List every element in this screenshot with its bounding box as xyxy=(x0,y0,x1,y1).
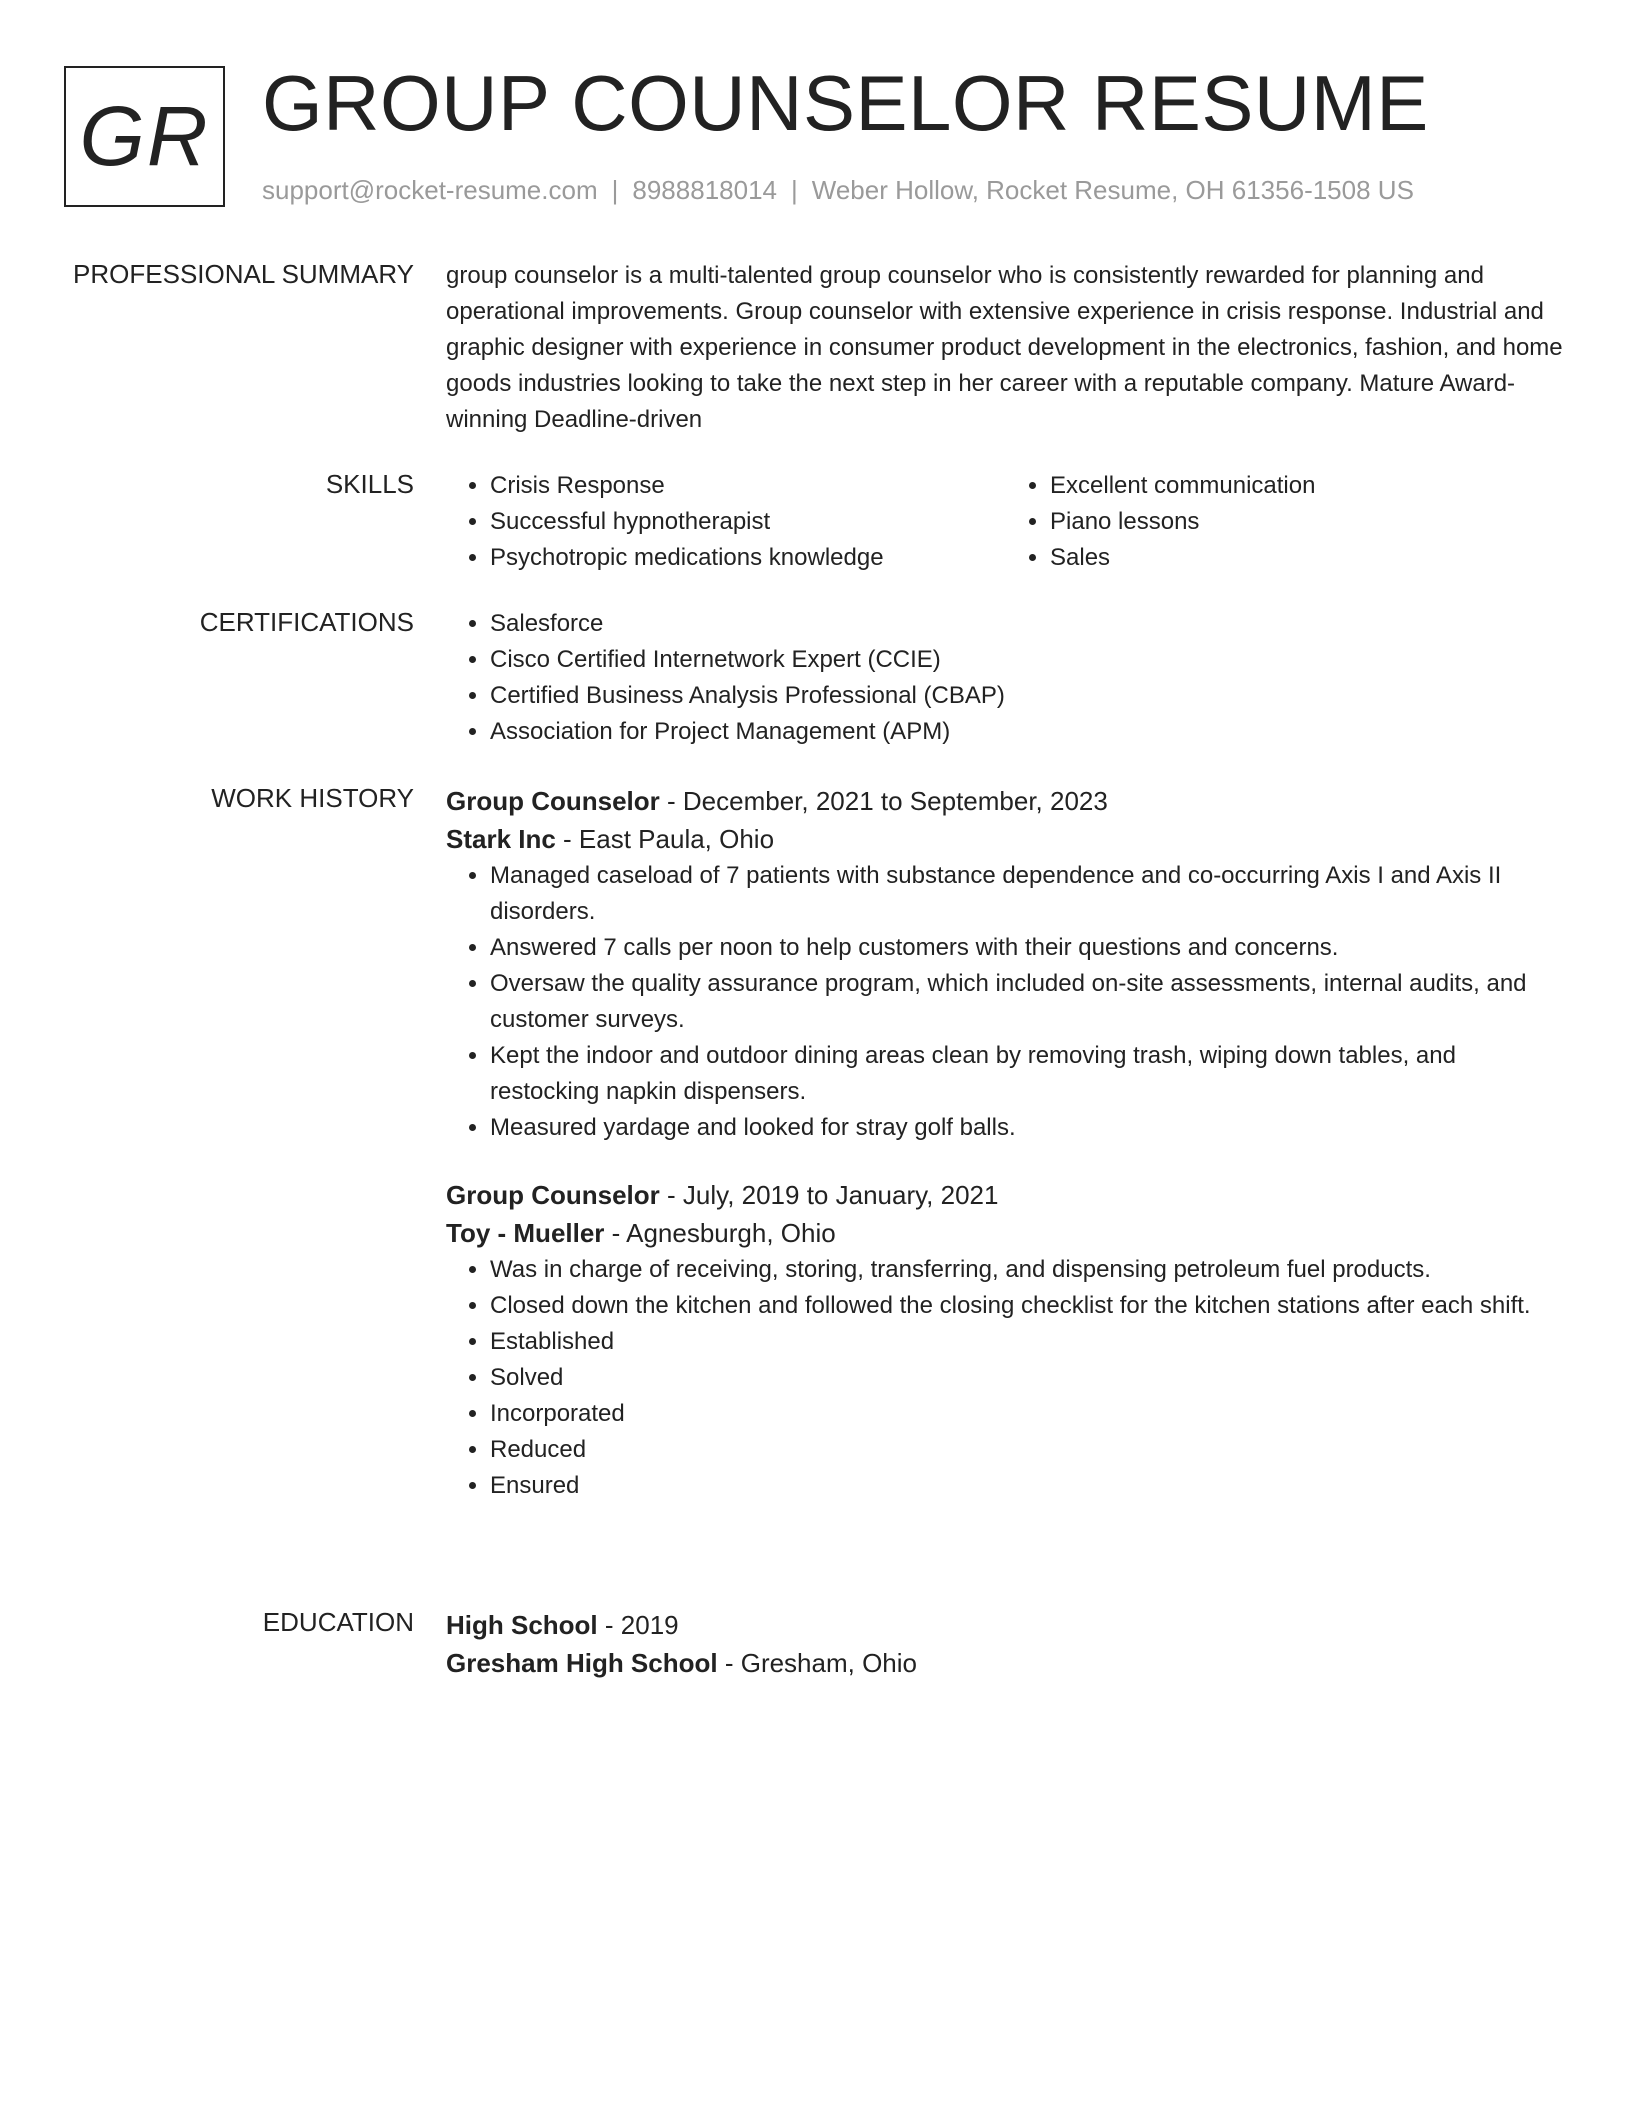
job-entry xyxy=(446,782,1566,1146)
certifications-heading: CERTIFICATIONS xyxy=(199,607,414,637)
monogram-badge: GR xyxy=(64,66,225,207)
skill-item: • Psychotropic medications knowledge xyxy=(490,540,1006,576)
skill-item: • Piano lessons xyxy=(1050,504,1566,540)
education-heading: EDUCATION xyxy=(262,1607,414,1637)
job-bullets xyxy=(446,858,1566,1146)
job-location: - East Paula, Ohio xyxy=(555,824,775,854)
job-bullet: • Oversaw the quality assurance program, which included on-site assessments, internal audits, and customer surveys. xyxy=(490,966,1566,1038)
education-year: - 2019 xyxy=(597,1610,679,1640)
contact-separator: | xyxy=(791,175,798,205)
skills-heading: SKILLS xyxy=(325,469,414,499)
job-bullet: • Was in charge of receiving, storing, transferring, and dispensing petroleum fuel products. xyxy=(490,1252,1566,1288)
job-bullet: • Reduced xyxy=(490,1432,1566,1468)
work-history-body xyxy=(446,782,1566,1504)
certification-item: • Salesforce xyxy=(490,606,1566,642)
contact-separator: | xyxy=(611,175,619,205)
education-degree-line xyxy=(446,1606,1566,1644)
job-bullet: • Managed caseload of 7 patients with substance dependence and co-occurring Axis I and Axis II disorders. xyxy=(490,858,1566,930)
job-bullet: • Answered 7 calls per noon to help customers with their questions and concerns. xyxy=(490,930,1566,966)
job-bullet: • Ensured xyxy=(490,1468,1566,1504)
education-location: - Gresham, Ohio xyxy=(717,1648,918,1678)
education-school-line xyxy=(446,1644,1566,1682)
job-bullets xyxy=(446,1252,1566,1504)
education-school: Gresham High School xyxy=(446,1648,718,1678)
job-bullet: • Closed down the kitchen and followed the closing checklist for the kitchen stations after each shift. xyxy=(490,1288,1566,1324)
skill-item: • Excellent communication xyxy=(1050,468,1566,504)
job-company-line xyxy=(446,1214,1566,1252)
job-bullet: • Kept the indoor and outdoor dining areas clean by removing trash, wiping down tables, and restocking napkin dispensers. xyxy=(490,1038,1566,1110)
job-company: Stark Inc xyxy=(446,824,556,854)
job-bullet: • Incorporated xyxy=(490,1396,1566,1432)
summary-text: group counselor is a multi-talented group counselor who is consistently rewarded for planning and operational improvements. Group counselor with extensive experience in crisis response. Industrial and graphic designer with experience in consumer product development in the electronics, fashion, and home goods industries looking to take the next step in her career with a reputable company. Mature Award-winning Deadline-driven xyxy=(446,262,1563,433)
job-title-line xyxy=(446,782,1566,820)
skills-list-left xyxy=(446,468,1006,576)
summary-body xyxy=(446,258,1566,438)
education-degree: High School xyxy=(446,1610,598,1640)
contact-address: Weber Hollow, Rocket Resume, OH 61356-1508 US xyxy=(811,175,1414,205)
job-company-line xyxy=(446,820,1566,858)
work-history-heading: WORK HISTORY xyxy=(211,783,414,813)
skill-item: • Crisis Response xyxy=(490,468,1006,504)
certifications-body xyxy=(446,606,1566,750)
skill-item: • Sales xyxy=(1050,540,1566,576)
skills-grid xyxy=(446,468,1566,576)
job-title: Group Counselor xyxy=(446,786,660,816)
contact-phone: 8988818014 xyxy=(632,175,777,205)
certification-item: • Certified Business Analysis Professional (CBAP) xyxy=(490,678,1566,714)
certifications-list xyxy=(446,606,1566,750)
contact-email: support@rocket-resume.com xyxy=(262,175,598,205)
resume-title: GROUP COUNSELOR RESUME xyxy=(262,59,1429,147)
skills-list-right xyxy=(1006,468,1566,576)
contact-line xyxy=(262,174,1414,206)
education-body xyxy=(446,1606,1566,1682)
job-bullet: • Established xyxy=(490,1324,1566,1360)
skill-item: • Successful hypnotherapist xyxy=(490,504,1006,540)
job-location: - Agnesburgh, Ohio xyxy=(604,1218,836,1248)
job-dates: - July, 2019 to January, 2021 xyxy=(659,1180,999,1210)
job-bullet: • Solved xyxy=(490,1360,1566,1396)
job-title-line xyxy=(446,1176,1566,1214)
job-dates: - December, 2021 to September, 2023 xyxy=(659,786,1108,816)
job-title: Group Counselor xyxy=(446,1180,660,1210)
job-company: Toy - Mueller xyxy=(446,1218,605,1248)
summary-heading: PROFESSIONAL SUMMARY xyxy=(73,259,414,289)
certification-item: • Cisco Certified Internetwork Expert (CCIE) xyxy=(490,642,1566,678)
job-entry xyxy=(446,1176,1566,1504)
skills-body xyxy=(446,468,1566,576)
job-bullet: • Measured yardage and looked for stray golf balls. xyxy=(490,1110,1566,1146)
certification-item: • Association for Project Management (APM) xyxy=(490,714,1566,750)
